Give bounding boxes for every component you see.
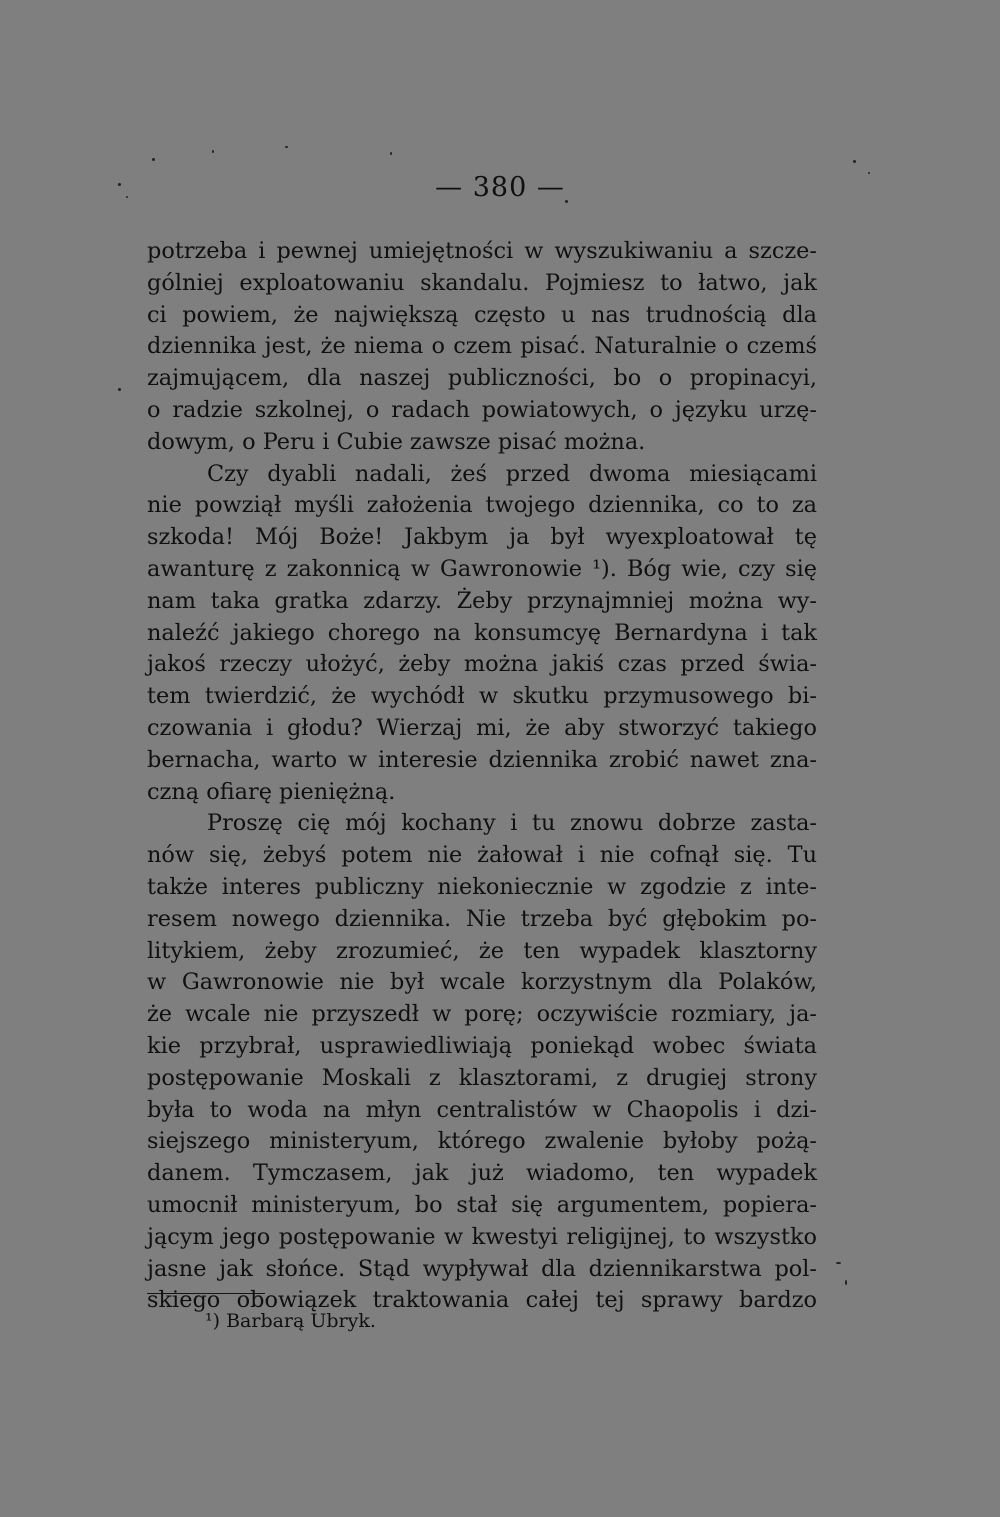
- text-line: w Gawronowie nie był wcale korzystnym dla Polaków,: [147, 969, 817, 996]
- text-line: bernacha, warto w interesie dziennika zrobić nawet zna-: [147, 746, 817, 773]
- text-line: że wcale nie przyszedł w porę; oczywiście rozmiary, ja-: [147, 1001, 817, 1028]
- text-line: nie powziął myśli założenia twojego dziennika, co to za: [147, 492, 817, 519]
- scan-speck: [868, 172, 870, 174]
- scan-speck: [836, 1262, 841, 1264]
- text-line: gólniej exploatowaniu skandalu. Pojmiesz to łatwo, jak: [147, 269, 817, 296]
- text-line: naleźć jakiego chorego na konsumcyę Bernardyna i tak: [147, 619, 817, 646]
- text-line: czowania i głodu? Wierzaj mi, że aby stworzyć takiego: [147, 714, 817, 741]
- text-line: awanturę z zakonnicą w Gawronowie ¹). Bóg wie, czy się: [147, 555, 817, 582]
- text-line: jasne jak słońce. Stąd wypływał dla dziennikarstwa pol-: [147, 1255, 817, 1282]
- text-line: litykiem, żeby zrozumieć, że ten wypadek klasztorny: [147, 937, 817, 964]
- text-line: postępowanie Moskali z klasztorami, z drugiej strony: [147, 1064, 817, 1091]
- text-line: dziennika jest, że niema o czem pisać. Naturalnie o czemś: [147, 333, 817, 360]
- text-line: siejszego ministeryum, którego zwalenie byłoby pożą-: [147, 1128, 817, 1155]
- text-line: Czy dyabli nadali, żeś przed dwoma miesiącami: [207, 460, 817, 487]
- page-number: — 380 —: [435, 172, 565, 203]
- text-line: zajmującem, dla naszej publiczności, bo o propinacyi,: [147, 365, 817, 392]
- text-line: resem nowego dziennika. Nie trzeba być głębokim po-: [147, 905, 817, 932]
- text-line: także interes publiczny niekoniecznie w zgodzie z inte-: [147, 873, 817, 900]
- scan-speck: [212, 150, 214, 153]
- text-line: czną ofiarę pieniężną.: [147, 778, 396, 805]
- scan-speck: [390, 152, 392, 155]
- body-text: [147, 236, 817, 1317]
- text-line: potrzeba i pewnej umiejętności w wyszukiwaniu a szcze-: [147, 238, 817, 264]
- text-line: szkoda! Mój Boże! Jakbym ja był wyexploatował tę: [147, 524, 817, 551]
- text-line: jącym jego postępowanie w kwestyi religijnej, to wszystko: [147, 1223, 817, 1250]
- scan-speck: [845, 1280, 847, 1285]
- scan-speck: [152, 158, 155, 161]
- text-line: była to woda na młyn centralistów w Chaopolis i dzi-: [147, 1096, 817, 1123]
- scan-speck: [118, 388, 121, 391]
- text-line: nam taka gratka zdarzy. Żeby przynajmniej można wy-: [147, 587, 817, 614]
- text-line: dowym, o Peru i Cubie zawsze pisać można.: [147, 428, 646, 455]
- text-line: skiego obowiązek traktowania całej tej sprawy bardzo: [147, 1287, 817, 1314]
- scan-speck: [565, 200, 568, 203]
- text-line: tem twierdzić, że wychódł w skutku przymusowego bi-: [147, 683, 817, 710]
- scan-speck: [126, 196, 128, 198]
- scan-speck: [853, 160, 856, 163]
- text-line: o radzie szkolnej, o radach powiatowych, o języku urzę-: [147, 396, 817, 423]
- scan-speck: [285, 146, 288, 148]
- text-line: jakoś rzeczy ułożyć, żeby można jakiś czas przed świa-: [147, 651, 817, 678]
- text-line: kie przybrał, usprawiedliwiają poniekąd wobec świata: [147, 1032, 817, 1059]
- text-line: Proszę cię mój kochany i tu znowu dobrze zasta-: [207, 810, 817, 837]
- text-line: ci powiem, że największą często u nas trudnością dla: [147, 301, 817, 328]
- text-line: umocnił ministeryum, bo stał się argumentem, popiera-: [147, 1191, 817, 1218]
- text-line: danem. Tymczasem, jak już wiadomo, ten wypadek: [147, 1160, 817, 1187]
- footnote: ¹) Barbarą Ubryk.: [205, 1310, 376, 1332]
- scan-speck: [118, 183, 121, 186]
- text-line: nów się, żebyś potem nie żałował i nie cofnął się. Tu: [147, 842, 817, 869]
- footnote-divider: [147, 1293, 265, 1294]
